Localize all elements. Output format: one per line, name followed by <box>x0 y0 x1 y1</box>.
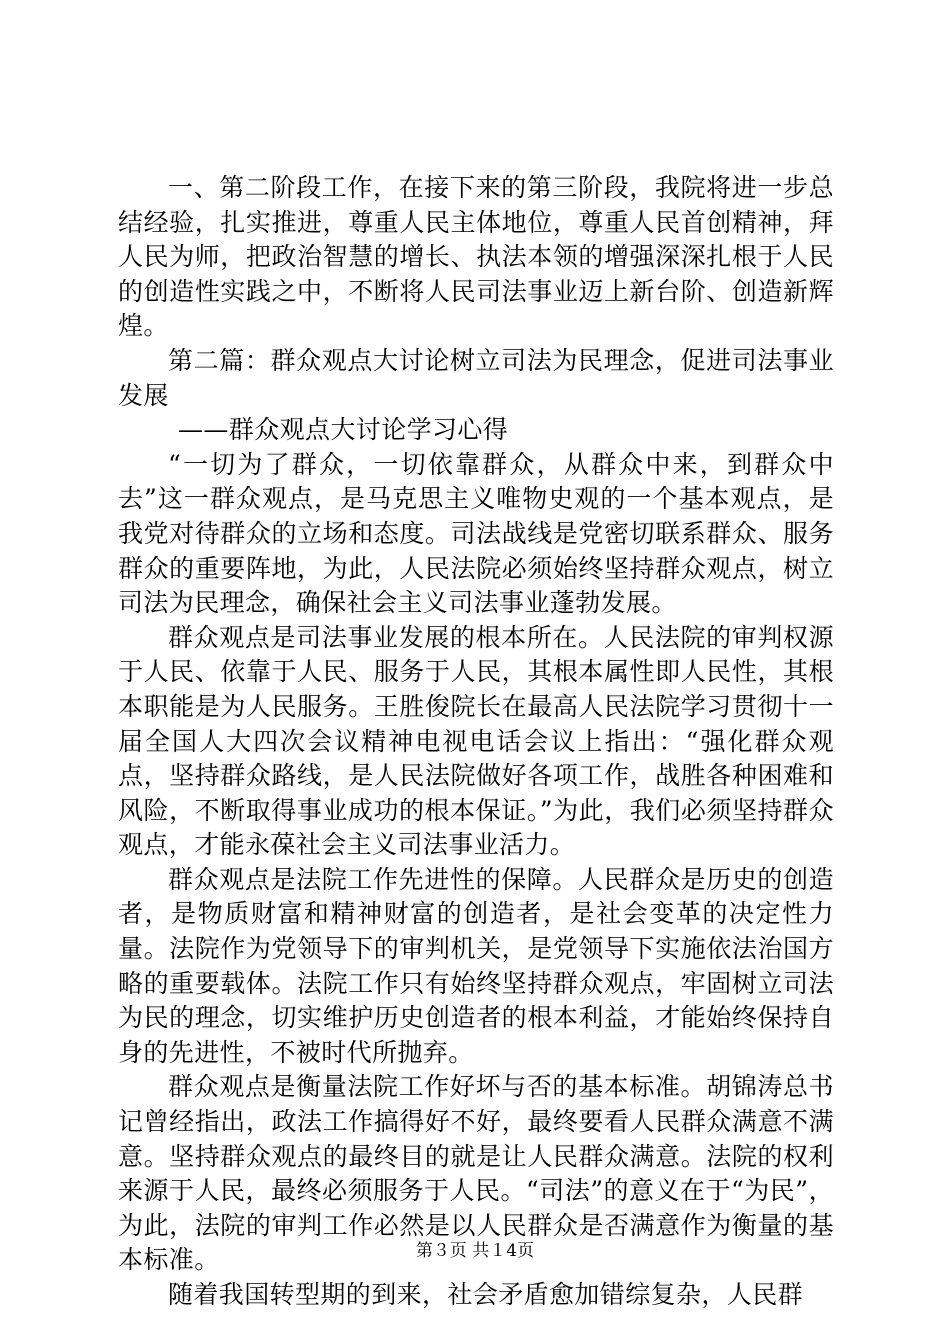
section-subtitle: ——群众观点大讨论学习心得 <box>178 415 509 445</box>
paragraph-intro: 一、第二阶段工作，在接下来的第三阶段，我院将进一步总结经验，扎实推进，尊重人民主体地位，尊重人民首创精神，拜人民为师，把政治智慧的增长、执法本领的增强深深扎根于人民的创造性实践之中，不断将人民司法事业迈上新台阶、创造新辉煌。 <box>118 173 834 341</box>
section-title: 第二篇：群众观点大讨论树立司法为民理念，促进司法事业发展 <box>118 345 834 410</box>
page-footer: 第３页 共１4页 <box>415 1241 535 1261</box>
paragraph-advancement: 群众观点是法院工作先进性的保障。人民群众是历史的创造者，是物质财富和精神财富的创造者，是社会变革的决定性力量。法院作为党领导下的审判机关，是党领导下实施依法治国方略的重要载体。法院工作只有始终坚持群众观点，牢固树立司法为民的理念，切实维护历史创造者的根本利益，才能始终保持自身的先进性，不被时代所抛弃。 <box>118 864 834 1067</box>
paragraph-judicial-foundation: 群众观点是司法事业发展的根本所在。人民法院的审判权源于人民、依靠于人民、服务于人民，其根本属性即人民性，其根本职能是为人民服务。王胜俊院长在最高人民法院学习贯彻十一届全国人大四次会议精神电视电话会议上指出：“强化群众观点，坚持群众路线，是人民法院做好各项工作，战胜各种困难和风险，不断取得事业成功的根本保证。”为此，我们必须坚持群众观点，才能永葆社会主义司法事业活力。 <box>118 622 834 860</box>
paragraph-mass-viewpoint: “一切为了群众，一切依靠群众，从群众中来，到群众中去”这一群众观点，是马克思主义唯物史观的一个基本观点，是我党对待群众的立场和态度。司法战线是党密切联系群众、服务群众的重要阵地，为此，人民法院必须始终坚持群众观点，树立司法为民理念，确保社会主义司法事业蓬勃发展。 <box>118 449 834 618</box>
paragraph-standard: 群众观点是衡量法院工作好坏与否的基本标准。胡锦涛总书记曾经指出，政法工作搞得好不好，最终要看人民群众满意不满意。坚持群众观点的最终目的就是让人民群众满意。法院的权利来源于人民，最终必须服务于人民。“司法”的意义在于“为民”，为此，法院的审判工作必然是以人民群众是否满意作为衡量的基本标准。 <box>118 1072 834 1275</box>
paragraph-transition: 随着我国转型期的到来，社会矛盾愈加错综复杂，人民群 <box>168 1280 804 1309</box>
document-body <box>118 171 834 1313</box>
